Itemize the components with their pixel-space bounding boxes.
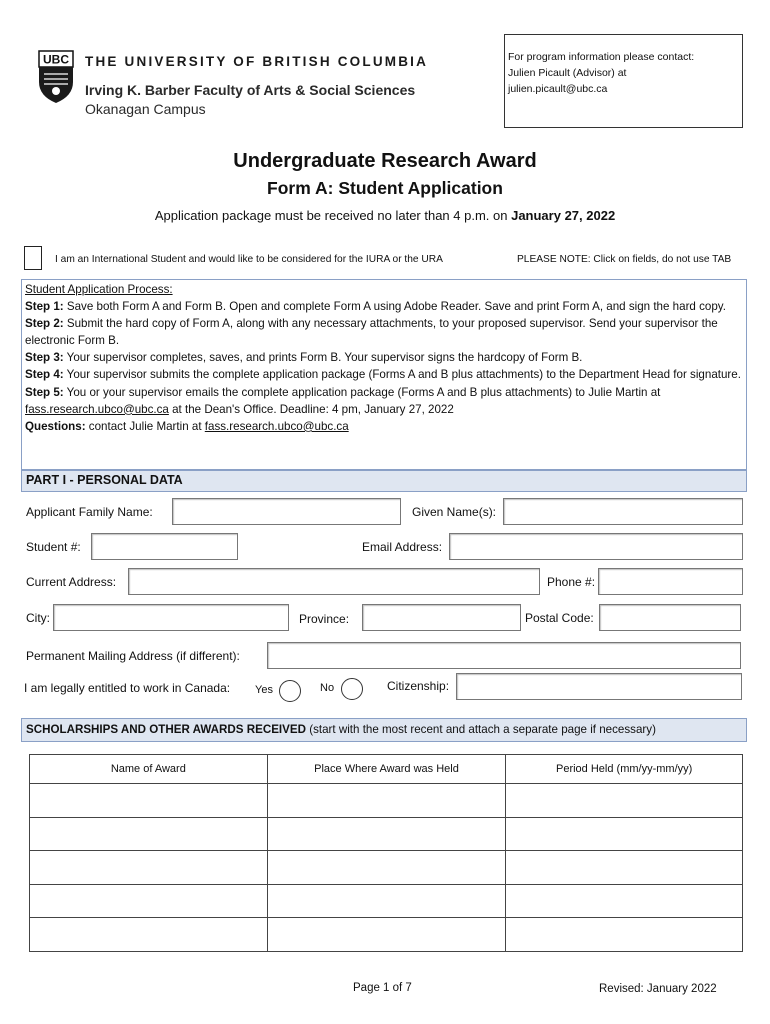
part1-heading: PART I - PERSONAL DATA <box>21 470 747 492</box>
column-place-held: Place Where Award was Held <box>267 755 506 784</box>
phone-label: Phone #: <box>547 575 596 589</box>
scholarships-heading <box>21 718 747 742</box>
province-label: Province: <box>299 612 350 626</box>
deadline-notice <box>0 208 770 223</box>
research-email-link[interactable]: fass.research.ubco@ubc.ca <box>25 402 169 416</box>
awards-table-header <box>30 755 743 784</box>
award-place-cell[interactable] <box>267 784 506 818</box>
postal-code-label: Postal Code: <box>525 611 594 625</box>
award-name-cell[interactable] <box>30 918 268 952</box>
student-number-field[interactable] <box>91 533 238 560</box>
campus-name: Okanagan Campus <box>85 101 206 117</box>
questions-email-link[interactable]: fass.research.ubco@ubc.ca <box>204 419 349 433</box>
tab-note: PLEASE NOTE: Click on fields, do not use TAB <box>517 254 732 265</box>
process-heading: Student Application Process: <box>25 283 173 296</box>
yes-label: Yes <box>255 684 273 696</box>
deadline-date: January 27, 2022 <box>511 208 616 223</box>
revision-date: Revised: January 2022 <box>599 983 717 995</box>
process-step-4: Step 4: Your supervisor submits the complete application package (Forms A and B plus attachments) to the Department Head for signature. <box>25 368 741 382</box>
city-field[interactable] <box>53 604 289 631</box>
column-period-held: Period Held (mm/yy-mm/yy) <box>506 755 743 784</box>
scholarships-title: SCHOLARSHIPS AND OTHER AWARDS RECEIVED <box>26 723 306 736</box>
table-row <box>30 784 743 818</box>
award-name-cell[interactable] <box>30 817 268 851</box>
page-number: Page 1 of 7 <box>353 982 412 994</box>
process-step-1: Step 1: Save both Form A and Form B. Open and complete Form A using Adobe Reader. Save and print Form A, and sign the hard copy. <box>25 300 726 314</box>
work-yes-radio[interactable] <box>279 680 301 702</box>
international-student-checkbox[interactable] <box>24 246 42 270</box>
university-name: THE UNIVERSITY OF BRITISH COLUMBIA <box>85 54 429 69</box>
ubc-crest-logo <box>38 50 74 104</box>
application-process-box <box>21 279 747 470</box>
table-row <box>30 851 743 885</box>
email-label: Email Address: <box>362 540 443 554</box>
current-address-label: Current Address: <box>26 575 117 589</box>
contact-email: julien.picault@ubc.ca <box>508 83 608 95</box>
contact-line-2: Julien Picault (Advisor) at <box>508 67 627 79</box>
contact-line-1: For program information please contact: <box>508 51 695 63</box>
international-student-label: I am an International Student and would like to be considered for the IURA or the URA <box>55 254 443 265</box>
process-step-5: Step 5: You or your supervisor emails the complete application package (Forms A and B plus attachments) to Julie Martin at fass.research.ubco@ubc.ca at the Dean's Office. Deadline: 4 pm, January 27, 2022 <box>25 385 661 416</box>
scholarships-note: (start with the most recent and attach a separate page if necessary) <box>306 723 656 736</box>
given-names-label: Given Name(s): <box>412 505 497 519</box>
permanent-address-field[interactable] <box>267 642 741 669</box>
award-place-cell[interactable] <box>267 817 506 851</box>
table-row <box>30 884 743 918</box>
page-subtitle: Form A: Student Application <box>267 178 503 198</box>
award-name-cell[interactable] <box>30 851 268 885</box>
given-names-field[interactable] <box>503 498 743 525</box>
award-period-cell[interactable] <box>506 851 743 885</box>
faculty-name: Irving K. Barber Faculty of Arts & Social Sciences <box>85 82 416 98</box>
postal-code-field[interactable] <box>599 604 741 631</box>
student-number-label: Student #: <box>26 540 81 554</box>
citizenship-field[interactable] <box>456 673 742 700</box>
column-name-of-award: Name of Award <box>30 755 268 784</box>
award-name-cell[interactable] <box>30 884 268 918</box>
phone-field[interactable] <box>598 568 743 595</box>
awards-table <box>29 754 743 952</box>
award-period-cell[interactable] <box>506 817 743 851</box>
current-address-field[interactable] <box>128 568 540 595</box>
award-place-cell[interactable] <box>267 884 506 918</box>
contact-info-box <box>504 34 743 128</box>
process-step-3: Step 3: Your supervisor completes, saves, and prints Form B. Your supervisor signs the hardcopy of Form B. <box>25 351 583 365</box>
table-row <box>30 817 743 851</box>
page-title: Undergraduate Research Award <box>233 150 537 172</box>
family-name-field[interactable] <box>172 498 401 525</box>
family-name-label: Applicant Family Name: <box>26 505 153 519</box>
citizenship-label: Citizenship: <box>387 679 450 693</box>
permanent-address-label: Permanent Mailing Address (if different): <box>26 649 240 663</box>
award-place-cell[interactable] <box>267 918 506 952</box>
award-name-cell[interactable] <box>30 784 268 818</box>
no-label: No <box>320 682 335 694</box>
process-questions: Questions: contact Julie Martin at fass.research.ubco@ubc.ca <box>25 419 349 433</box>
city-label: City: <box>26 611 50 625</box>
process-step-2: Step 2: Submit the hard copy of Form A, along with any necessary attachments, to your proposed supervisor. Send your supervisor the electronic Form B. <box>25 317 718 348</box>
award-period-cell[interactable] <box>506 918 743 952</box>
award-period-cell[interactable] <box>506 784 743 818</box>
work-no-radio[interactable] <box>341 678 363 700</box>
work-eligibility-label: I am legally entitled to work in Canada: <box>24 681 231 695</box>
deadline-prefix: Application package must be received no later than 4 p.m. on <box>154 208 512 223</box>
email-field[interactable] <box>449 533 743 560</box>
table-row <box>30 918 743 952</box>
province-field[interactable] <box>362 604 521 631</box>
logo-text: UBC <box>43 52 69 67</box>
award-place-cell[interactable] <box>267 851 506 885</box>
award-period-cell[interactable] <box>506 884 743 918</box>
